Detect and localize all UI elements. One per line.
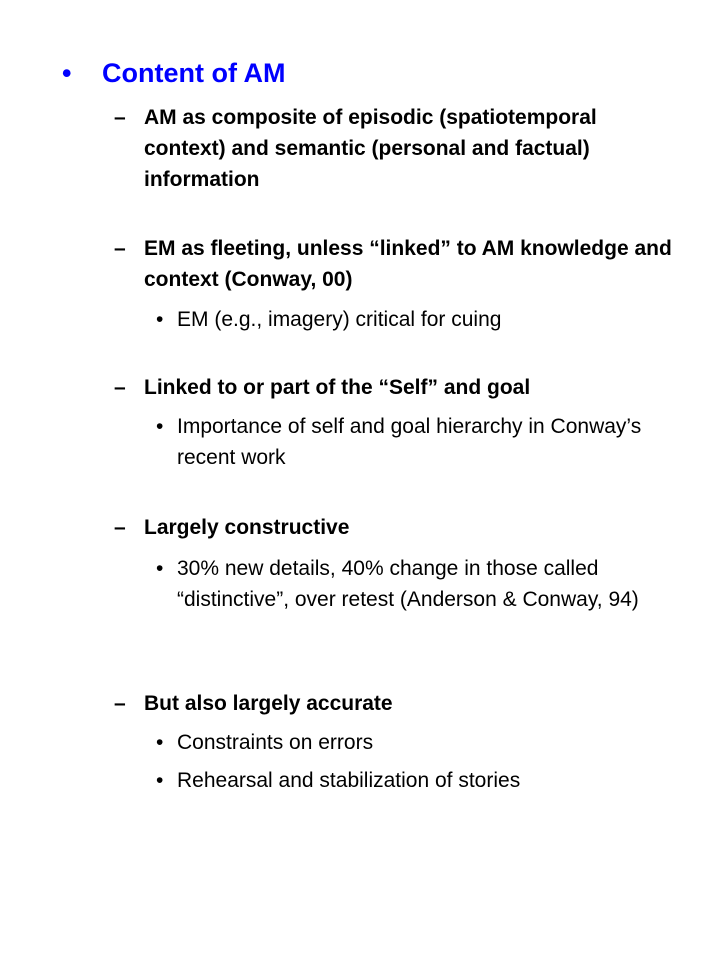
point-text: Importance of self and goal hierarchy in Conway’s recent work (177, 415, 642, 469)
dot-bullet: • (156, 308, 164, 331)
dash-bullet: – (114, 106, 126, 129)
point-text: Constraints on errors (177, 731, 374, 754)
sub-item-heading: EM as fleeting, unless “linked” to AM knowledge and context (Conway, 00) (144, 237, 672, 291)
point-text: Rehearsal and stabilization of stories (177, 769, 521, 792)
dot-bullet: • (156, 415, 164, 438)
sub-item-heading: But also largely accurate (144, 692, 393, 715)
sub-item-heading: Largely constructive (144, 516, 350, 539)
slide-title: Content of AM (102, 58, 286, 88)
dot-bullet: • (156, 731, 164, 754)
dash-bullet: – (114, 237, 126, 260)
dot-bullet: • (156, 769, 164, 792)
point-text: 30% new details, 40% change in those called “distinctive”, over retest (Anderson & Conway, 94) (177, 557, 639, 611)
sub-item-heading: AM as composite of episodic (spatiotemporal context) and semantic (personal and factual) information (144, 106, 597, 191)
dot-bullet: • (156, 557, 164, 580)
dash-bullet: – (114, 692, 126, 715)
dash-bullet: – (114, 516, 126, 539)
point-text: EM (e.g., imagery) critical for cuing (177, 308, 502, 331)
title-bullet: • (62, 58, 72, 88)
sub-item-heading: Linked to or part of the “Self” and goal (144, 376, 531, 399)
dash-bullet: – (114, 376, 126, 399)
